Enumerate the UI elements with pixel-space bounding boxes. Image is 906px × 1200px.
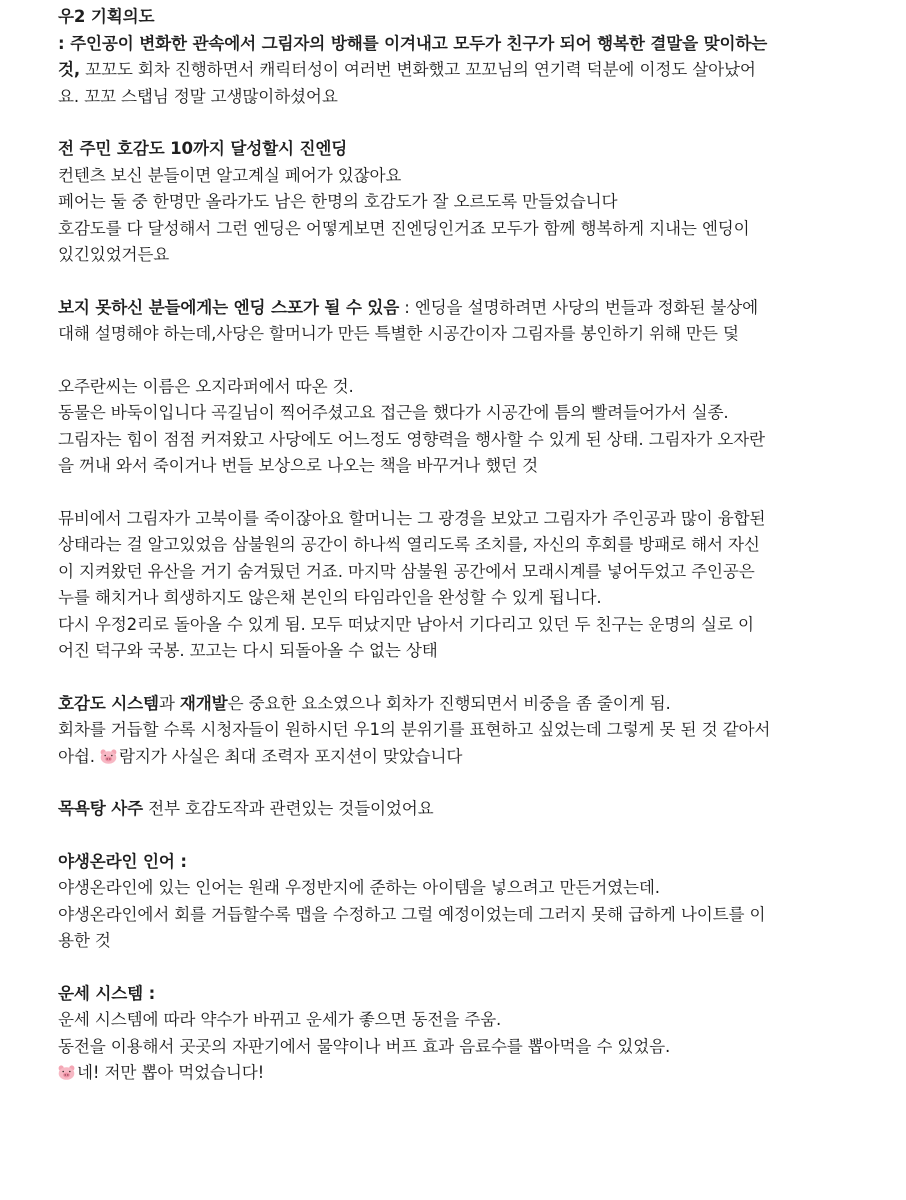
pig-face-icon xyxy=(58,1065,75,1080)
bold-text: 호감도 시스템 xyxy=(58,693,159,713)
paragraph-line: 페어는 둘 중 한명만 올라가도 남은 한명의 호감도가 잘 오르도록 만들었습니다 xyxy=(58,192,618,211)
paragraph-line xyxy=(58,295,866,322)
paragraph-line: 동전을 이용해서 곳곳의 자판기에서 물약이나 버프 효과 음료수를 뽑아먹을 수 있었음. xyxy=(58,1036,671,1056)
paragraph-text: 람지가 사실은 최대 조력자 포지션이 맞았습니다 xyxy=(119,746,463,766)
paragraph-line: 회차를 거듭할 수록 시청자들이 원하시던 우1의 분위기를 표현하고 싶었는데 그렇게 못 된 것 같아서 xyxy=(58,720,771,739)
paragraph-line: 야생온라인에 있는 인어는 원래 우정반지에 준하는 아이템을 넣으려고 만든거였는데. xyxy=(58,878,660,897)
paragraph-line: 다시 우정2리로 돌아올 수 있게 됨. 모두 떠났지만 남아서 기다리고 있던 두 친구는 운명의 실로 이 xyxy=(58,614,754,634)
bold-text: 재개발 xyxy=(179,693,228,713)
paragraph-line: 상태라는 걸 알고있었음 삼불원의 공간이 하나씩 열리도록 조치를, 자신의 후회를 방패로 해서 자신 xyxy=(58,535,760,554)
paragraph-line: 운세 시스템에 따라 약수가 바뀌고 운세가 좋으면 동전을 주움. xyxy=(58,1010,502,1029)
paragraph-text: 은 중요한 요소였으나 회차가 진행되면서 비중을 좀 줄이게 됨. xyxy=(227,693,671,713)
section-title-bathhouse: 목욕탕 사주 xyxy=(58,799,144,818)
paragraph-line: 호감도를 다 달성해서 그런 엔딩은 어떻게보면 진엔딩인거죠 모두가 함께 행복하게 지내는 엔딩이 xyxy=(58,218,750,238)
section-title-spoiler: 보지 못하신 분들에게는 엔딩 스포가 될 수 있음 xyxy=(58,297,400,317)
paragraph-line: 야생온라인에서 회를 거듭할수록 맵을 수정하고 그럴 예정이었는데 그러지 못해 급하게 나이트를 이 xyxy=(58,904,766,924)
paragraph-line: 어진 덕구와 국봉. 꼬고는 다시 되돌아올 수 없는 상태 xyxy=(58,641,438,660)
section-title-true-ending: 전 주민 호감도 10까지 달성할시 진엔딩 xyxy=(58,139,348,158)
section-title-planning-intent: 우2 기획의도 xyxy=(58,7,155,26)
section-title-fortune-system: 운세 시스템 : xyxy=(58,983,156,1003)
paragraph-text: 네! 저만 뽑아 먹었습니다! xyxy=(77,1063,265,1082)
paragraph-line: 컨텐츠 보신 분들이면 알고계실 페어가 있잖아요 xyxy=(58,165,402,185)
paragraph-line: 요. 꼬꼬 스탭님 정말 고생많이하셨어요 xyxy=(58,86,338,106)
section-title-mermaid: 야생온라인 인어 : xyxy=(58,851,187,871)
paragraph-line xyxy=(58,744,866,771)
bold-text: 것, xyxy=(58,60,81,79)
paragraph-line: 대해 설명해야 하는데,사당은 할머니가 만든 특별한 시공간이자 그림자를 봉인하기 위해 만든 덫 xyxy=(58,324,739,343)
paragraph-line: : 주인공이 변화한 관속에서 그림자의 방해를 이겨내고 모두가 친구가 되어 행복한 결말을 맞이하는 xyxy=(58,33,768,53)
paragraph-line xyxy=(58,57,866,84)
paragraph-line xyxy=(58,691,866,718)
paragraph-text: 과 xyxy=(158,693,180,713)
paragraph-text: 아쉽. xyxy=(58,746,101,766)
paragraph-line: 을 꺼내 와서 죽이거나 번들 보상으로 나오는 책을 바꾸거나 했던 것 xyxy=(58,456,538,475)
paragraph-line xyxy=(58,796,866,823)
paragraph-line: 이 지켜왔던 유산을 거기 숨겨뒀던 거죠. 마지막 삼불원 공간에서 모래시계를 넣어두었고 주인공은 xyxy=(58,561,755,581)
pig-face-icon xyxy=(100,749,117,764)
paragraph-line: 있긴있었거든요 xyxy=(58,245,170,264)
paragraph-line: 뮤비에서 그림자가 고북이를 죽이잖아요 할머니는 그 광경을 보았고 그림자가 주인공과 많이 융합된 xyxy=(58,508,766,528)
paragraph-line: 용한 것 xyxy=(58,931,111,950)
paragraph-line: 그림자는 힘이 점점 커져왔고 사당에도 어느정도 영향력을 행사할 수 있게 된 상태. 그림자가 오자란 xyxy=(58,429,765,449)
paragraph-text: 꼬꼬도 회차 진행하면서 캐릭터성이 여러번 변화했고 꼬꼬님의 연기력 덕분에 이정도 살아났어 xyxy=(80,60,756,79)
paragraph-line xyxy=(58,1060,866,1087)
paragraph-text: 전부 호감도작과 관련있는 것들이었어요 xyxy=(143,799,434,818)
paragraph-text: : 엔딩을 설명하려면 사당의 번들과 정화된 불상에 xyxy=(399,297,759,317)
paragraph-line: 오주란씨는 이름은 오지라퍼에서 따온 것. xyxy=(58,376,354,396)
paragraph-line: 동물은 바둑이입니다 곡길님이 찍어주셨고요 접근을 했다가 시공간에 틈의 빨려들어가서 실종. xyxy=(58,403,729,422)
paragraph-line: 누를 해치거나 희생하지도 않은채 본인의 타임라인을 완성할 수 있게 됩니다. xyxy=(58,588,602,607)
